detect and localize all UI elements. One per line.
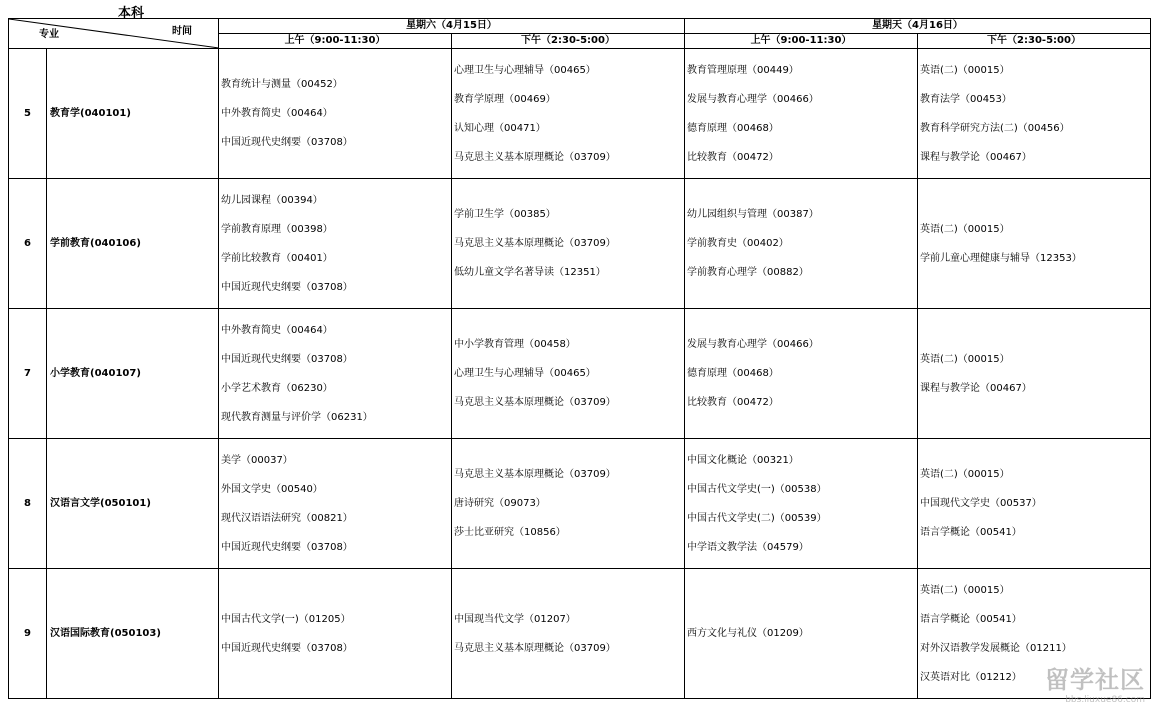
session-cell	[918, 309, 1151, 439]
course-item: 英语(二)（00015）	[920, 469, 1010, 480]
course-item: 中国古代文学史(一)（00538）	[687, 483, 827, 495]
course-item: 教育管理原理（00449）	[687, 64, 799, 76]
course-item: 中小学教育管理（00458）	[454, 339, 576, 350]
table-row	[9, 309, 1151, 439]
course-item: 中国近现代史纲要（03708）	[221, 541, 353, 553]
session-cell	[219, 49, 452, 179]
course-item: 低幼儿童文学名著导读（12351）	[454, 267, 606, 278]
course-item: 英语(二)（00015）	[920, 223, 1010, 235]
course-item: 语言学概论（00541）	[920, 613, 1022, 625]
course-item: 外国文学史（00540）	[221, 483, 323, 495]
course-item: 幼儿园组织与管理（00387）	[687, 209, 819, 220]
table-row	[9, 569, 1151, 699]
course-item: 课程与教学论（00467）	[920, 151, 1032, 163]
watermark-url: bbs.liuxue86.com	[1065, 695, 1145, 705]
course-item: 发展与教育心理学（00466）	[687, 93, 819, 105]
session-cell	[918, 439, 1151, 569]
course-item: 比较教育（00472）	[687, 151, 779, 163]
course-item: 英语(二)（00015）	[920, 353, 1010, 365]
course-item: 中外教育简史（00464）	[221, 324, 333, 336]
course-item: 马克思主义基本原理概论（03709）	[454, 469, 616, 480]
course-item: 马克思主义基本原理概论（03709）	[454, 397, 616, 408]
slot-header: 下午（2:30-5:00）	[452, 34, 685, 49]
course-item: 马克思主义基本原理概论（03709）	[454, 238, 616, 249]
session-cell	[452, 179, 685, 309]
course-item: 中国古代文学(一)（01205）	[221, 613, 351, 625]
time-label: 时间	[172, 26, 192, 37]
session-cell	[452, 309, 685, 439]
slot-header: 上午（9:00-11:30）	[685, 34, 918, 49]
table-row	[9, 439, 1151, 569]
course-item: 莎士比亚研究（10856）	[454, 527, 566, 538]
section-title: 本科	[118, 6, 145, 21]
session-cell	[685, 179, 918, 309]
session-cell	[685, 49, 918, 179]
course-item: 英语(二)（00015）	[920, 64, 1010, 76]
course-item: 中国近现代史纲要（03708）	[221, 353, 353, 365]
course-item: 中国古代文学史(二)（00539）	[687, 512, 827, 524]
session-cell	[219, 569, 452, 699]
course-item: 比较教育（00472）	[687, 397, 779, 408]
course-item: 中国近现代史纲要（03708）	[221, 137, 353, 148]
exam-schedule-table	[8, 18, 1151, 699]
course-item: 现代教育测量与评价学（06231）	[221, 411, 373, 423]
course-item: 对外汉语教学发展概论（01211）	[920, 642, 1072, 654]
course-item: 唐诗研究（09073）	[454, 498, 546, 509]
course-item: 中国现代文学史（00537）	[920, 498, 1042, 509]
session-cell	[685, 439, 918, 569]
course-item: 教育法学（00453）	[920, 93, 1012, 105]
session-cell	[918, 179, 1151, 309]
day-header-sunday: 星期天（4月16日）	[685, 19, 1151, 34]
session-cell	[452, 569, 685, 699]
major-name: 汉语言文学(050101)	[47, 439, 219, 569]
slot-header: 上午（9:00-11:30）	[219, 34, 452, 49]
session-cell	[219, 439, 452, 569]
course-item: 马克思主义基本原理概论（03709）	[454, 642, 616, 654]
major-name: 学前教育(040106)	[47, 179, 219, 309]
course-item: 中国近现代史纲要（03708）	[221, 281, 353, 293]
course-item: 教育统计与测量（00452）	[221, 79, 343, 90]
course-item: 心理卫生与心理辅导（00465）	[454, 368, 596, 379]
course-item: 德育原理（00468）	[687, 122, 779, 134]
course-item: 学前比较教育（00401）	[221, 252, 333, 264]
course-item: 汉英语对比（01212）	[920, 671, 1022, 683]
session-cell	[918, 569, 1151, 699]
course-item: 马克思主义基本原理概论（03709）	[454, 151, 616, 163]
course-item: 学前儿童心理健康与辅导（12353）	[920, 252, 1082, 264]
session-cell	[918, 49, 1151, 179]
course-item: 西方文化与礼仪（01209）	[687, 628, 809, 639]
course-item: 中国近现代史纲要（03708）	[221, 642, 353, 654]
row-number: 7	[9, 309, 47, 439]
course-item: 学前教育原理（00398）	[221, 223, 333, 235]
course-item: 语言学概论（00541）	[920, 527, 1022, 538]
course-item: 认知心理（00471）	[454, 122, 546, 134]
header-corner	[9, 19, 219, 49]
course-item: 教育学原理（00469）	[454, 93, 556, 105]
course-item: 小学艺术教育（06230）	[221, 382, 333, 394]
major-name: 小学教育(040107)	[47, 309, 219, 439]
course-item: 学前卫生学（00385）	[454, 209, 556, 220]
major-label: 专业	[39, 29, 59, 40]
course-item: 课程与教学论（00467）	[920, 382, 1032, 394]
course-item: 英语(二)（00015）	[920, 584, 1010, 596]
course-item: 学前教育史（00402）	[687, 238, 789, 249]
course-item: 现代汉语语法研究（00821）	[221, 512, 353, 524]
major-name: 汉语国际教育(050103)	[47, 569, 219, 699]
session-cell	[219, 309, 452, 439]
course-item: 发展与教育心理学（00466）	[687, 339, 819, 350]
table-row	[9, 49, 1151, 179]
table-row	[9, 179, 1151, 309]
row-number: 9	[9, 569, 47, 699]
session-cell	[452, 439, 685, 569]
watermark-logo-text: 留学社区	[1045, 666, 1145, 694]
course-item: 学前教育心理学（00882）	[687, 267, 809, 278]
row-number: 6	[9, 179, 47, 309]
course-item: 德育原理（00468）	[687, 368, 779, 379]
course-item: 教育科学研究方法(二)（00456）	[920, 122, 1070, 134]
course-item: 中外教育简史（00464）	[221, 108, 333, 119]
day-header-saturday: 星期六（4月15日）	[219, 19, 685, 34]
slot-header: 下午（2:30-5:00）	[918, 34, 1151, 49]
course-item: 中国文化概论（00321）	[687, 454, 799, 466]
session-cell	[452, 49, 685, 179]
course-item: 中学语文教学法（04579）	[687, 541, 809, 553]
major-name: 教育学(040101)	[47, 49, 219, 179]
course-item: 心理卫生与心理辅导（00465）	[454, 64, 596, 76]
course-item: 中国现当代文学（01207）	[454, 613, 576, 625]
course-item: 美学（00037）	[221, 454, 293, 466]
course-item: 幼儿园课程（00394）	[221, 194, 323, 206]
row-number: 5	[9, 49, 47, 179]
session-cell	[685, 569, 918, 699]
session-cell	[219, 179, 452, 309]
row-number: 8	[9, 439, 47, 569]
session-cell	[685, 309, 918, 439]
